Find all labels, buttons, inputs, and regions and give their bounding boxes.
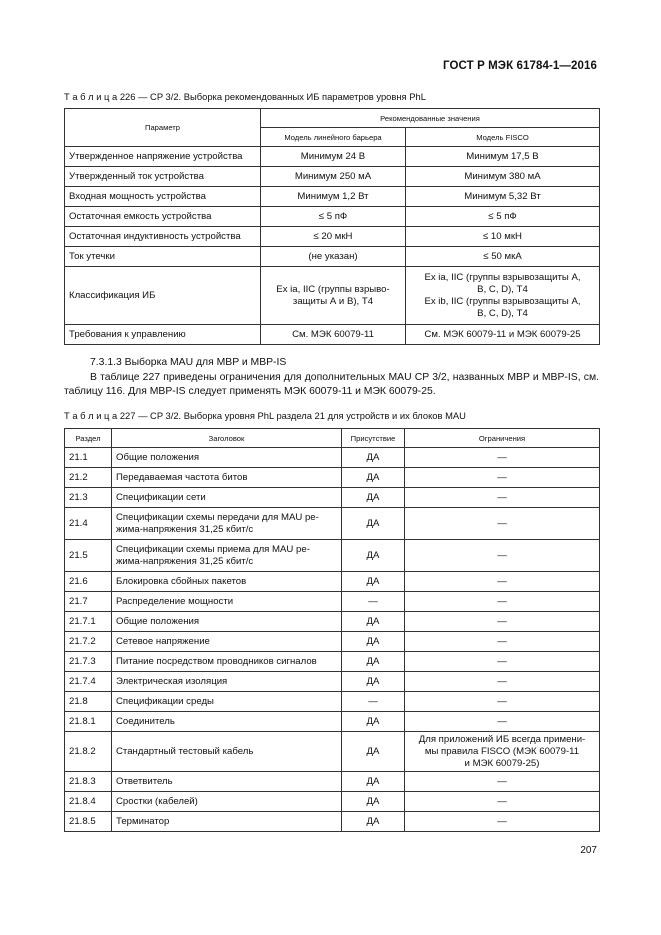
table-cell-presence (342, 508, 405, 540)
cell-line: жима-напряжения 31,25 кбит/с (116, 523, 254, 535)
cell-line: ДА (366, 675, 380, 687)
cell-line: 21.8.5 (69, 815, 96, 827)
table-row (65, 732, 600, 772)
table-cell-restrictions (405, 792, 600, 812)
table-cell-restrictions (405, 468, 600, 488)
table-row (65, 540, 600, 572)
cell-line: — (497, 549, 507, 561)
table-cell-restrictions (405, 772, 600, 792)
table-cell-presence (342, 732, 405, 772)
page-number: 207 (580, 845, 597, 856)
table-cell-section (65, 468, 112, 488)
table-cell-restrictions (405, 508, 600, 540)
cell-line: Передаваемая частота битов (116, 471, 248, 483)
table-cell-presence (342, 632, 405, 652)
table-cell-presence (342, 468, 405, 488)
table-cell-section (65, 632, 112, 652)
cell-line: ДА (366, 575, 380, 587)
cell-line: ДА (366, 517, 380, 529)
table-cell-restrictions (405, 540, 600, 572)
table-227-header-presence: Присутствие (342, 429, 405, 448)
cell-line: 21.1 (69, 451, 88, 463)
table-227-header-restrictions: Ограничения (405, 429, 600, 448)
table-cell-section (65, 672, 112, 692)
cell-line: 21.4 (69, 517, 88, 529)
table-cell-restrictions (405, 692, 600, 712)
table-row (65, 792, 600, 812)
table-cell-presence (342, 772, 405, 792)
table-row (65, 267, 600, 325)
table-cell-fisco: Минимум 380 мА (406, 167, 600, 187)
table-226-header-fisco: Модель FISCO (406, 128, 600, 147)
table-cell-restrictions (405, 488, 600, 508)
cell-line: 21.2 (69, 471, 88, 483)
table-cell-section (65, 572, 112, 592)
cell-line: 21.8.4 (69, 795, 96, 807)
table-cell-presence (342, 652, 405, 672)
table-227-caption: Т а б л и ц а 227 — CP 3/2. Выборка уровня PhL раздела 21 для устройств и их блоков MAU (64, 410, 466, 421)
table-227 (64, 428, 600, 832)
table-cell-section (65, 540, 112, 572)
cell-line: 21.8.2 (69, 745, 96, 757)
cell-line: Ex ib, IIC (группы взрывозащиты А, (424, 295, 581, 307)
table-row (65, 468, 600, 488)
cell-line: В, С, D), Т4 (477, 283, 528, 295)
table-cell-parameter: Требования к управлению (65, 325, 261, 345)
cell-line: ДА (366, 815, 380, 827)
table-cell-presence (342, 692, 405, 712)
table-cell-parameter: Классификация ИБ (65, 267, 261, 325)
table-226-header-barrier: Модель линейного барьера (261, 128, 406, 147)
cell-line: Сростки (кабелей) (116, 795, 198, 807)
cell-line: Общие положения (116, 615, 200, 627)
cell-line: Ответвитель (116, 775, 173, 787)
table-cell-fisco: См. МЭК 60079-11 и МЭК 60079-25 (406, 325, 600, 345)
table-cell-parameter: Утвержденное напряжение устройства (65, 147, 261, 167)
table-cell-fisco: ≤ 5 пФ (406, 207, 600, 227)
cell-line: 21.7.4 (69, 675, 96, 687)
table-cell-section (65, 732, 112, 772)
table-cell-parameter: Входная мощность устройства (65, 187, 261, 207)
table-cell-presence (342, 540, 405, 572)
cell-line: ДА (366, 745, 380, 757)
table-cell-barrier: См. МЭК 60079-11 (261, 325, 406, 345)
table-cell-title (112, 468, 342, 488)
cell-line: 21.8 (69, 695, 88, 707)
table-cell-presence (342, 592, 405, 612)
cell-line: В, С, D), Т4 (477, 307, 528, 319)
table-cell-restrictions (405, 592, 600, 612)
table-cell-fisco (406, 267, 600, 325)
section-7-3-1-3 (64, 356, 599, 400)
cell-line: — (368, 595, 378, 607)
table-cell-title (112, 592, 342, 612)
cell-line: жима-напряжения 31,25 кбит/с (116, 555, 254, 567)
table-row (65, 207, 600, 227)
cell-line: Стандартный тестовый кабель (116, 745, 254, 757)
table-row (65, 812, 600, 832)
section-paragraph: В таблице 227 приведены ограничения для дополнительных MAU CP 3/2, названных MBP и MBP-IS, см. таблицу 116. Для MBP-IS следует применять МЭК 60079-11 и МЭК 60079-25. (64, 371, 599, 397)
table-227-header-title: Заголовок (112, 429, 342, 448)
table-cell-fisco: Минимум 17,5 В (406, 147, 600, 167)
cell-line: 21.7.2 (69, 635, 96, 647)
table-cell-section (65, 772, 112, 792)
table-cell-restrictions (405, 572, 600, 592)
table-cell-section (65, 692, 112, 712)
table-cell-parameter: Остаточная индуктивность устройства (65, 227, 261, 247)
cell-line: — (497, 675, 507, 687)
table-row (65, 592, 600, 612)
table-cell-section (65, 592, 112, 612)
table-cell-presence (342, 812, 405, 832)
table-cell-section (65, 712, 112, 732)
table-227-body (65, 448, 600, 832)
table-226-header-parameter: Параметр (65, 109, 261, 147)
table-cell-restrictions (405, 612, 600, 632)
cell-line: 21.5 (69, 549, 88, 561)
table-cell-section (65, 612, 112, 632)
table-cell-presence (342, 712, 405, 732)
cell-line: — (497, 451, 507, 463)
table-cell-presence (342, 488, 405, 508)
cell-line: — (497, 615, 507, 627)
table-226 (64, 108, 600, 345)
table-row (65, 572, 600, 592)
table-row (65, 772, 600, 792)
cell-line: защиты А и В), Т4 (292, 295, 374, 307)
table-cell-section (65, 812, 112, 832)
cell-line: ДА (366, 471, 380, 483)
cell-line: ДА (366, 635, 380, 647)
table-row (65, 448, 600, 468)
cell-line: Для приложений ИБ всегда примени- (418, 733, 586, 745)
cell-line: 21.3 (69, 491, 88, 503)
table-cell-section (65, 792, 112, 812)
cell-line: Сетевое напряжение (116, 635, 210, 647)
table-226-header-recommended: Рекомендованные значения (261, 109, 600, 128)
cell-line: Спецификации схемы приема для MAU ре- (116, 543, 310, 555)
cell-line: Терминатор (116, 815, 170, 827)
cell-line: Распределение мощности (116, 595, 234, 607)
table-row (65, 227, 600, 247)
cell-line: Блокировка сбойных пакетов (116, 575, 247, 587)
cell-line: Ex ia, IIC (группы взрывозащиты А, (424, 271, 581, 283)
cell-line: Ex ia, IIC (группы взрыво- (276, 283, 390, 295)
table-cell-presence (342, 572, 405, 592)
cell-line: 21.7.3 (69, 655, 96, 667)
table-cell-barrier: ≤ 5 пФ (261, 207, 406, 227)
cell-line: ДА (366, 615, 380, 627)
cell-line: Соединитель (116, 715, 175, 727)
table-cell-title (112, 632, 342, 652)
table-cell-title (112, 792, 342, 812)
table-cell-section (65, 508, 112, 540)
table-cell-title (112, 712, 342, 732)
table-row (65, 247, 600, 267)
cell-line: ДА (366, 491, 380, 503)
cell-line: — (497, 715, 507, 727)
cell-line: Питание посредством проводников сигналов (116, 655, 317, 667)
table-226-caption: Т а б л и ц а 226 — CP 3/2. Выборка рекомендованных ИБ параметров уровня PhL (64, 91, 426, 102)
table-227-header-section: Раздел (65, 429, 112, 448)
cell-line: — (497, 517, 507, 529)
cell-line: — (497, 471, 507, 483)
cell-line: 21.7.1 (69, 615, 96, 627)
cell-line: — (497, 695, 507, 707)
cell-line: — (497, 595, 507, 607)
table-cell-barrier: Минимум 1,2 Вт (261, 187, 406, 207)
cell-line: — (368, 695, 378, 707)
cell-line: ДА (366, 775, 380, 787)
cell-line: — (497, 775, 507, 787)
document-header-code: ГОСТ Р МЭК 61784-1—2016 (443, 60, 597, 72)
cell-line: 21.8.1 (69, 715, 96, 727)
table-row (65, 325, 600, 345)
table-row (65, 672, 600, 692)
cell-line: ДА (366, 795, 380, 807)
cell-line: Общие положения (116, 451, 200, 463)
table-row (65, 488, 600, 508)
cell-line: Электрическая изоляция (116, 675, 228, 687)
cell-line: 21.6 (69, 575, 88, 587)
table-row (65, 147, 600, 167)
table-row (65, 652, 600, 672)
table-cell-restrictions (405, 732, 600, 772)
table-cell-restrictions (405, 652, 600, 672)
cell-line: и МЭК 60079-25) (464, 757, 540, 769)
cell-line: Спецификации среды (116, 695, 214, 707)
table-cell-fisco: Минимум 5,32 Вт (406, 187, 600, 207)
table-cell-fisco: ≤ 50 мкА (406, 247, 600, 267)
cell-line: — (497, 815, 507, 827)
table-cell-barrier: ≤ 20 мкН (261, 227, 406, 247)
table-cell-title (112, 772, 342, 792)
cell-line: — (497, 635, 507, 647)
table-cell-presence (342, 672, 405, 692)
table-cell-title (112, 448, 342, 468)
cell-line: ДА (366, 549, 380, 561)
table-cell-title (112, 612, 342, 632)
cell-line: ДА (366, 655, 380, 667)
table-row (65, 632, 600, 652)
table-cell-parameter: Остаточная емкость устройства (65, 207, 261, 227)
table-cell-presence (342, 792, 405, 812)
cell-line: 21.8.3 (69, 775, 96, 787)
cell-line: мы правила FISCO (МЭК 60079-11 (424, 745, 580, 757)
table-row (65, 508, 600, 540)
cell-line: ДА (366, 715, 380, 727)
cell-line: — (497, 655, 507, 667)
cell-line: Спецификации схемы передачи для MAU ре- (116, 511, 319, 523)
table-row (65, 187, 600, 207)
table-cell-barrier: (не указан) (261, 247, 406, 267)
table-cell-presence (342, 448, 405, 468)
cell-line: — (497, 795, 507, 807)
cell-line: — (497, 575, 507, 587)
cell-line: 21.7 (69, 595, 88, 607)
table-cell-restrictions (405, 632, 600, 652)
cell-line: Спецификации сети (116, 491, 206, 503)
table-cell-title (112, 652, 342, 672)
table-cell-title (112, 540, 342, 572)
table-cell-section (65, 448, 112, 468)
table-cell-barrier: Минимум 24 В (261, 147, 406, 167)
table-cell-title (112, 732, 342, 772)
table-row (65, 167, 600, 187)
table-cell-title (112, 672, 342, 692)
table-cell-restrictions (405, 672, 600, 692)
table-cell-parameter: Ток утечки (65, 247, 261, 267)
table-cell-section (65, 488, 112, 508)
table-row (65, 612, 600, 632)
table-cell-barrier: Минимум 250 мА (261, 167, 406, 187)
table-cell-title (112, 692, 342, 712)
table-cell-restrictions (405, 712, 600, 732)
cell-line: ДА (366, 451, 380, 463)
table-row (65, 692, 600, 712)
cell-line: — (497, 491, 507, 503)
table-cell-barrier (261, 267, 406, 325)
table-cell-title (112, 812, 342, 832)
table-cell-title (112, 572, 342, 592)
table-cell-title (112, 488, 342, 508)
table-cell-presence (342, 612, 405, 632)
table-cell-restrictions (405, 812, 600, 832)
table-cell-title (112, 508, 342, 540)
table-cell-section (65, 652, 112, 672)
table-cell-parameter: Утвержденный ток устройства (65, 167, 261, 187)
table-cell-restrictions (405, 448, 600, 468)
table-row (65, 712, 600, 732)
table-cell-fisco: ≤ 10 мкН (406, 227, 600, 247)
section-heading: 7.3.1.3 Выборка MAU для MBP и MBP-IS (90, 357, 287, 368)
